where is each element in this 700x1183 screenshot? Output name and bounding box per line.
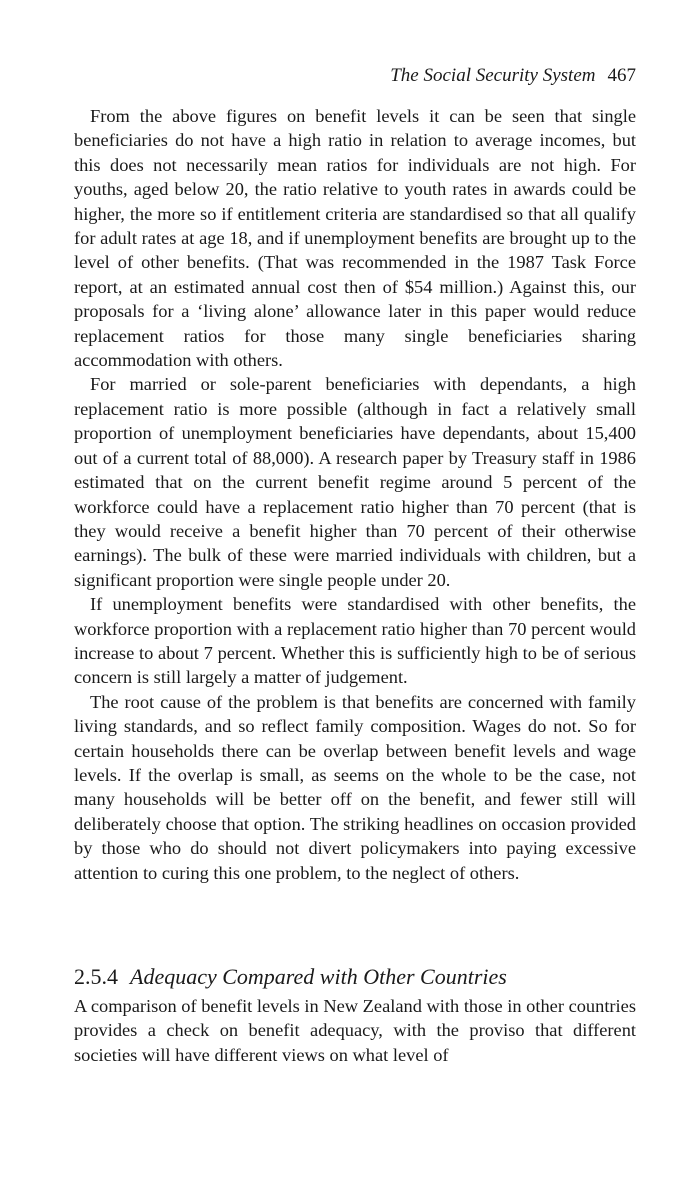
paragraph-standardised-benefits: If unemployment benefits were standardised with other benefits, the workforce proportion with a replacement ratio higher than 70 percent would increase to about 7 percent. Whether this is sufficiently high to be of serious concern is still largely a matter of judgement. <box>74 594 636 688</box>
section-title: Adequacy Compared with Other Countries <box>130 964 507 989</box>
paragraph-comparison-countries: A comparison of benefit levels in New Zealand with those in other countries provides a check on benefit adequacy, with the proviso that different societies will have different views on what level of <box>74 996 636 1065</box>
section-heading <box>74 963 507 991</box>
page-number: 467 <box>607 65 636 86</box>
section-body <box>74 994 636 1067</box>
paragraph-replacement-ratios-singles: From the above figures on benefit levels it can be seen that single beneficiaries do not have a high ratio in relation to average incomes, but this does not necessarily mean ratios for individuals are not high. For youths, aged below 20, the ratio relative to youth rates in awards could be higher, the more so if entitlement criteria are standardised so that all qualify for adult rates at age 18, and if unemployment benefits are brought up to the level of other benefits. (That was recommended in the 1987 Task Force report, at an estimated annual cost then of $54 million.) Against this, our proposals for a ‘living alone’ allowance later in this paper would reduce replacement ratios for those many single beneficiaries sharing accommodation with others. <box>74 106 636 371</box>
paragraph-root-cause: The root cause of the problem is that benefits are concerned with family living standards, and so reflect family composition. Wages do not. So for certain households there can be overlap between benefit levels and wage levels. If the overlap is small, as seems on the whole to be the case, not many households will be better off on the benefit, and fewer still will deliberately choose that option. The striking headlines on occasion provided by those who do should not divert policymakers into paying excessive attention to curing this one problem, to the neglect of others. <box>74 691 636 883</box>
running-head-title: The Social Security System <box>390 65 596 86</box>
section-number: 2.5.4 <box>74 964 118 989</box>
body-text <box>74 104 636 885</box>
running-head <box>390 64 636 88</box>
paragraph-married-sole-parent: For married or sole-parent beneficiaries with dependants, a high replacement ratio is more possible (although in fact a relatively small proportion of unemployment beneficiaries have dependants, about 15,400 out of a current total of 88,000). A research paper by Treasury staff in 1986 estimated that on the current benefit regime around 5 percent of the workforce could have a replacement ratio higher than 70 percent (that is they would receive a benefit higher than 70 percent of their otherwise earnings). The bulk of these were married individuals with children, but a significant proportion were single people under 20. <box>74 374 636 590</box>
